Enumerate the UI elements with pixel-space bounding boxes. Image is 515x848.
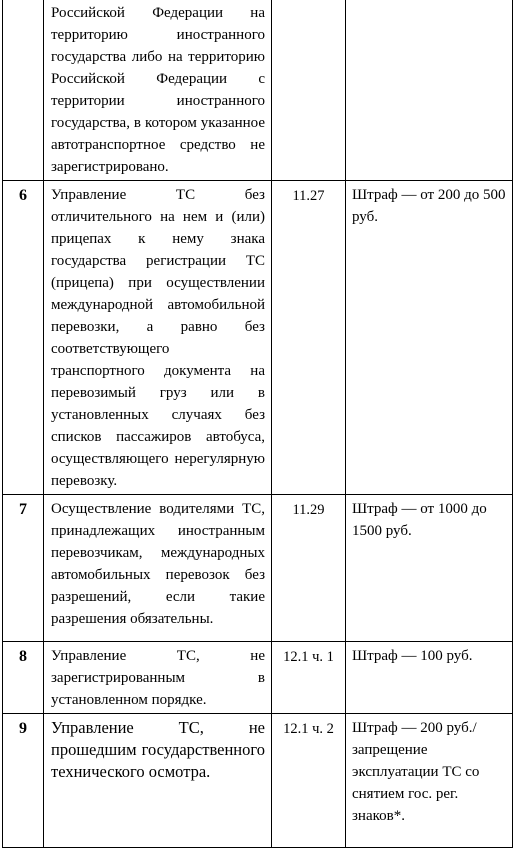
table-row	[3, 181, 513, 495]
row-number: 9	[3, 714, 44, 848]
row-number	[3, 0, 44, 181]
article-reference: 11.29	[272, 495, 346, 642]
penalty-text	[346, 0, 513, 181]
article-reference: 12.1 ч. 1	[272, 642, 346, 714]
penalty-text: Штраф — от 1000 до 1500 руб.	[346, 495, 513, 642]
article-reference	[272, 0, 346, 181]
table-row	[3, 642, 513, 714]
table-row	[3, 714, 513, 848]
row-number: 8	[3, 642, 44, 714]
table-row	[3, 495, 513, 642]
violation-description: Осуществление водителями ТС, принадлежащих иностранным перевозчикам, международных автомобильных перевозок без разрешений, если такие разрешения обязательны.	[44, 495, 272, 642]
penalty-text: Штраф — от 200 до 500 руб.	[346, 181, 513, 495]
table-row	[3, 0, 513, 181]
row-number: 6	[3, 181, 44, 495]
article-reference: 12.1 ч. 2	[272, 714, 346, 848]
violations-table	[2, 0, 513, 848]
violation-description: Управление ТС, не прошедшим государственного технического осмотра.	[44, 714, 272, 848]
row-number: 7	[3, 495, 44, 642]
penalty-text: Штраф — 200 руб./ запрещение эксплуатации ТС со снятием гос. рег. знаков*.	[346, 714, 513, 848]
violation-description: Управление ТС без отличительного на нем и (или) прицепах к нему знака государства регистрации ТС (прицепа) при осуществлении международной автомобильной перевозки, а равно без соответствующего транспортного документа на перевозимый груз или в установленных случаях без списков пассажиров автобуса, осуществляющего нерегулярную перевозку.	[44, 181, 272, 495]
violation-description: Управление ТС, не зарегистрированным в установленном порядке.	[44, 642, 272, 714]
penalty-text: Штраф — 100 руб.	[346, 642, 513, 714]
article-reference: 11.27	[272, 181, 346, 495]
violation-description: Российской Федерации на территорию иностранного государства либо на территорию Российской Федерации с территории иностранного государства, в котором указанное автотранспортное средство не зарегистрировано.	[44, 0, 272, 181]
